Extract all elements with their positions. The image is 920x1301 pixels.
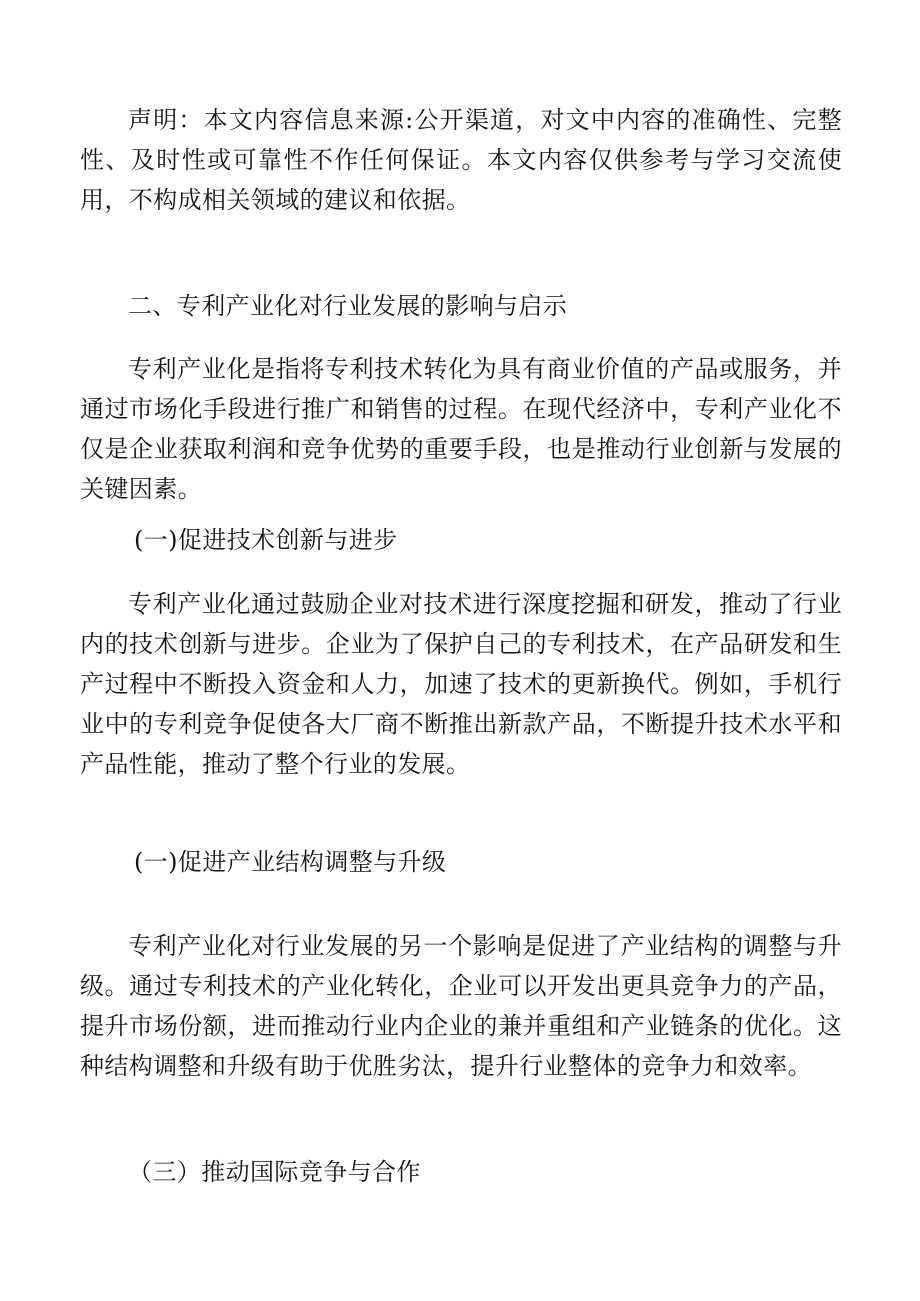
section-heading: 二、专利产业化对行业发展的影响与启示 [128,292,568,320]
intro-paragraph: 专利产业化是指将专利技术转化为具有商业价值的产品或服务，并通过市场化手段进行推广和销售的过程。在现代经济中，专利产业化不仅是企业获取利润和竞争优势的重要手段，也是推动行业创新与发展的关键因素。 [80,355,842,503]
subsection-heading-1: (一)促进技术创新与进步 [134,526,398,554]
subsection-paragraph-2: 专利产业化对行业发展的另一个影响是促进了产业结构的调整与升级。通过专利技术的产业化转化，企业可以开发出更具竞争力的产品，提升市场份额，进而推动行业内企业的兼并重组和产业链条的优化。这种结构调整和升级有助于优胜劣汰，提升行业整体的竞争力和效率。 [80,932,842,1080]
subsection-heading-3: （三）推动国际竞争与合作 [128,1158,421,1186]
disclaimer-paragraph: 声明：本文内容信息来源:公开渠道，对文中内容的准确性、完整性、及时性或可靠性不作任何保证。本文内容仅供参考与学习交流使用，不构成相关领域的建议和依据。 [80,106,842,214]
subsection-heading-2: (一)促进产业结构调整与升级 [134,848,447,876]
subsection-paragraph-1: 专利产业化通过鼓励企业对技术进行深度挖掘和研发，推动了行业内的技术创新与进步。企业为了保护自己的专利技术，在产品研发和生产过程中不断投入资金和人力，加速了技术的更新换代。例如，手机行业中的专利竞争促使各大厂商不断推出新款产品，不断提升技术水平和产品性能，推动了整个行业的发展。 [80,590,842,778]
